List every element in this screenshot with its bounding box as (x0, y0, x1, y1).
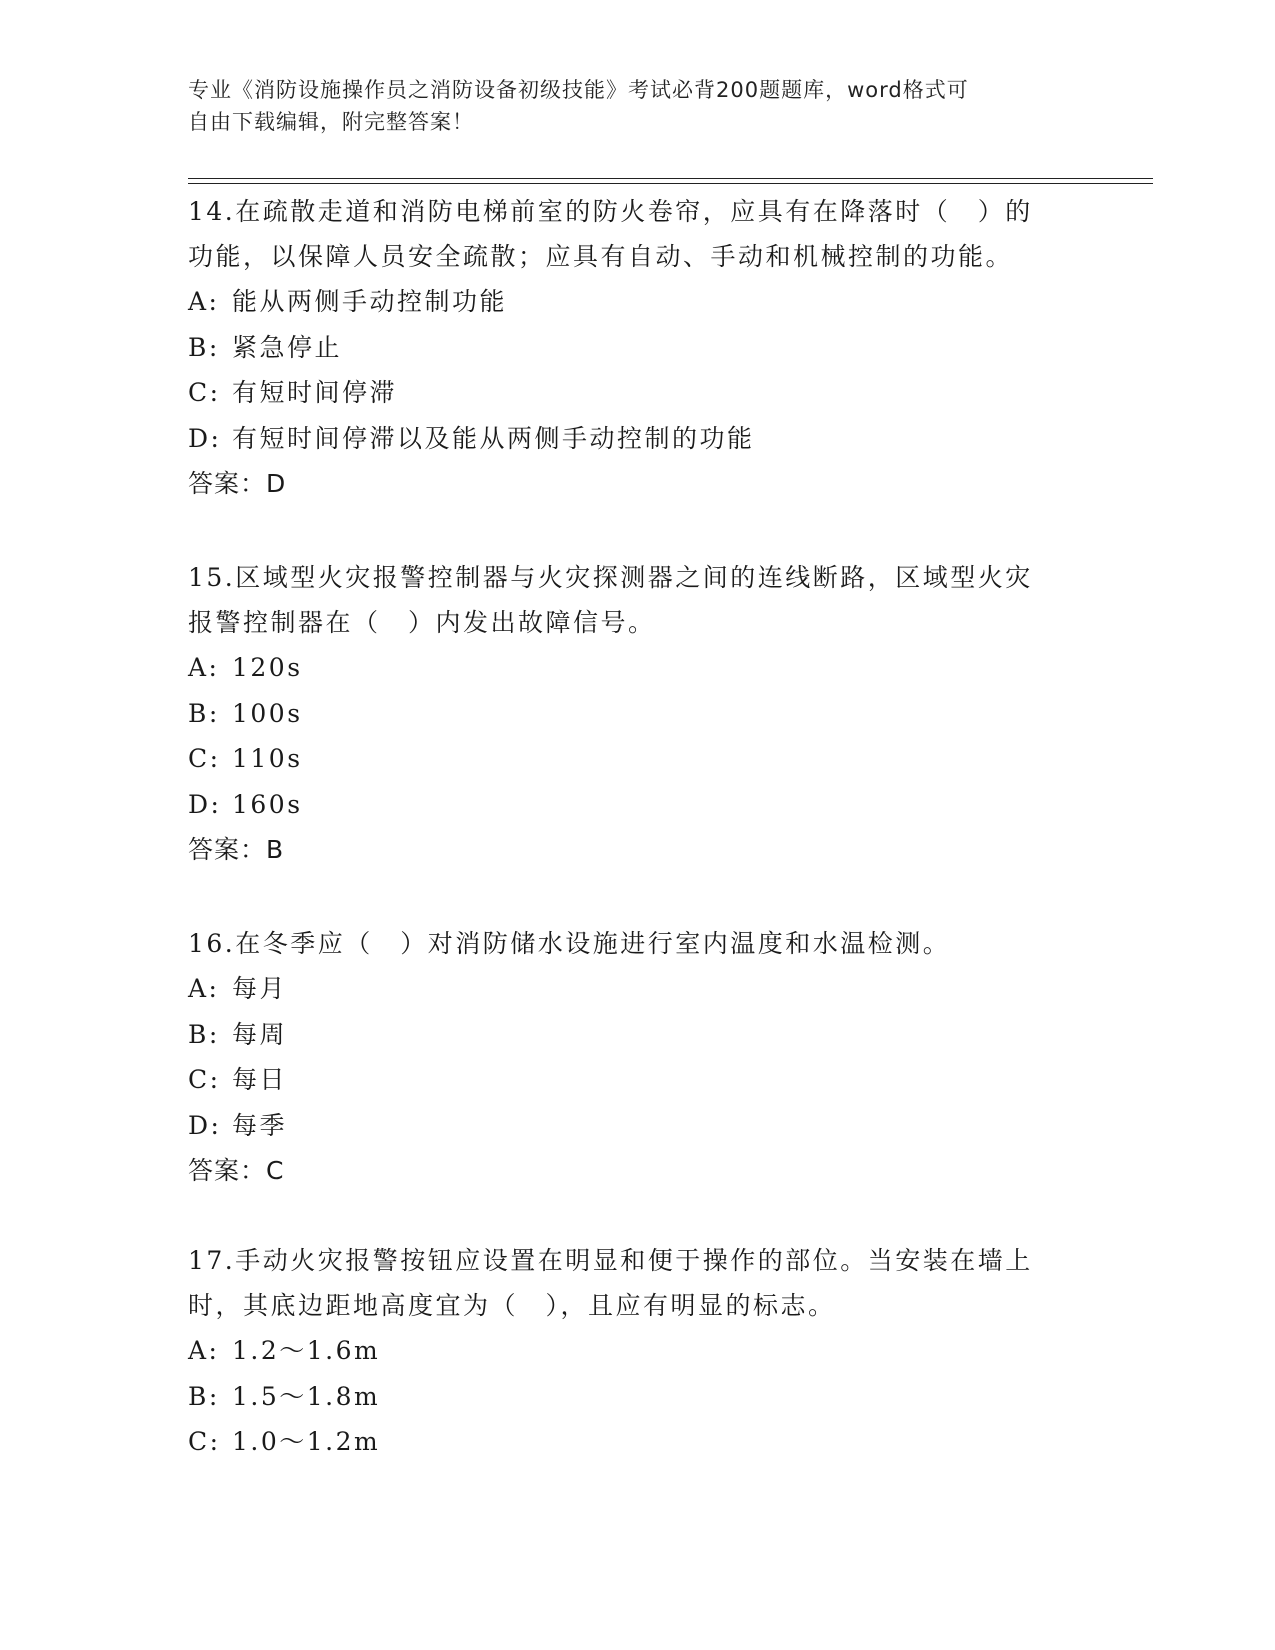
option-letter: A: (188, 974, 220, 1003)
option-letter: D: (188, 789, 222, 819)
option-letter: D: (188, 1110, 222, 1140)
option-c (188, 1419, 1088, 1465)
option-text: 有短时间停滞以及能从两侧手动控制的功能 (232, 423, 755, 453)
question-stem-line-2: 时，其底边距地高度宜为（ ），且应有明显的标志。 (188, 1291, 836, 1320)
option-letter: A: (188, 653, 220, 682)
option-text: 1.5～1.8m (232, 1381, 381, 1411)
answer-label: 答案：C (188, 1156, 285, 1185)
question-stem-line-1: 15.区域型火灾报警控制器与火灾探测器之间的连线断路，区域型火灾 (188, 563, 1033, 592)
option-letter: C: (188, 378, 221, 407)
header-divider-top (188, 178, 1153, 179)
option-c (188, 736, 1088, 782)
header-line-1: 专业《消防设施操作员之消防设备初级技能》考试必背200题题库，word格式可 (188, 78, 969, 102)
question-stem-line-1: 17.手动火灾报警按钮应设置在明显和便于操作的部位。当安装在墙上 (188, 1246, 1033, 1275)
option-c (188, 1057, 1088, 1103)
question-stem (188, 921, 1088, 966)
option-text: 1.2～1.6m (232, 1336, 381, 1365)
option-text: 160s (232, 789, 303, 819)
option-a (188, 645, 1088, 691)
question-stem-line-2: 报警控制器在（ ）内发出故障信号。 (188, 608, 656, 637)
option-d (188, 782, 1088, 828)
option-text: 紧急停止 (232, 332, 343, 362)
question-stem (188, 1238, 1088, 1328)
option-text: 100s (232, 698, 303, 728)
option-text: 每季 (232, 1110, 288, 1140)
option-letter: B: (188, 698, 220, 728)
option-b (188, 691, 1088, 737)
option-text: 能从两侧手动控制功能 (232, 287, 508, 316)
option-text: 有短时间停滞 (232, 378, 398, 407)
answer-label: 答案：D (188, 469, 287, 498)
option-a (188, 1328, 1088, 1374)
option-text: 每日 (232, 1065, 288, 1094)
header-divider-bottom (188, 183, 1153, 184)
option-c (188, 370, 1088, 416)
question-17 (188, 1238, 1088, 1465)
option-letter: B: (188, 332, 220, 362)
question-stem (188, 555, 1088, 645)
question-16 (188, 921, 1088, 1193)
question-stem-line-2: 功能，以保障人员安全疏散；应具有自动、手动和机械控制的功能。 (188, 242, 1014, 271)
option-a (188, 966, 1088, 1012)
option-text: 每月 (232, 974, 288, 1003)
option-letter: C: (188, 1065, 221, 1094)
option-letter: B: (188, 1381, 220, 1411)
option-letter: A: (188, 287, 220, 316)
question-15 (188, 555, 1088, 872)
option-text: 1.0～1.2m (232, 1427, 381, 1456)
option-b (188, 325, 1088, 371)
option-letter: D: (188, 423, 222, 453)
option-d (188, 416, 1088, 462)
option-a (188, 279, 1088, 325)
option-text: 110s (232, 744, 303, 773)
option-b (188, 1374, 1088, 1420)
option-b (188, 1012, 1088, 1058)
option-letter: C: (188, 744, 221, 773)
option-letter: B: (188, 1019, 220, 1049)
option-text: 每周 (232, 1019, 288, 1049)
option-d (188, 1103, 1088, 1149)
document-header (188, 74, 1068, 138)
option-text: 120s (232, 653, 303, 682)
question-stem-line-1: 14.在疏散走道和消防电梯前室的防火卷帘，应具有在降落时（ ）的 (188, 197, 1033, 226)
header-line-2: 自由下载编辑，附完整答案！ (188, 110, 474, 134)
option-letter: A: (188, 1336, 220, 1365)
question-stem (188, 189, 1088, 279)
option-letter: C: (188, 1427, 221, 1456)
answer-label: 答案：B (188, 835, 285, 864)
question-stem-line-1: 16.在冬季应（ ）对消防储水设施进行室内温度和水温检测。 (188, 929, 951, 958)
question-14 (188, 189, 1088, 506)
